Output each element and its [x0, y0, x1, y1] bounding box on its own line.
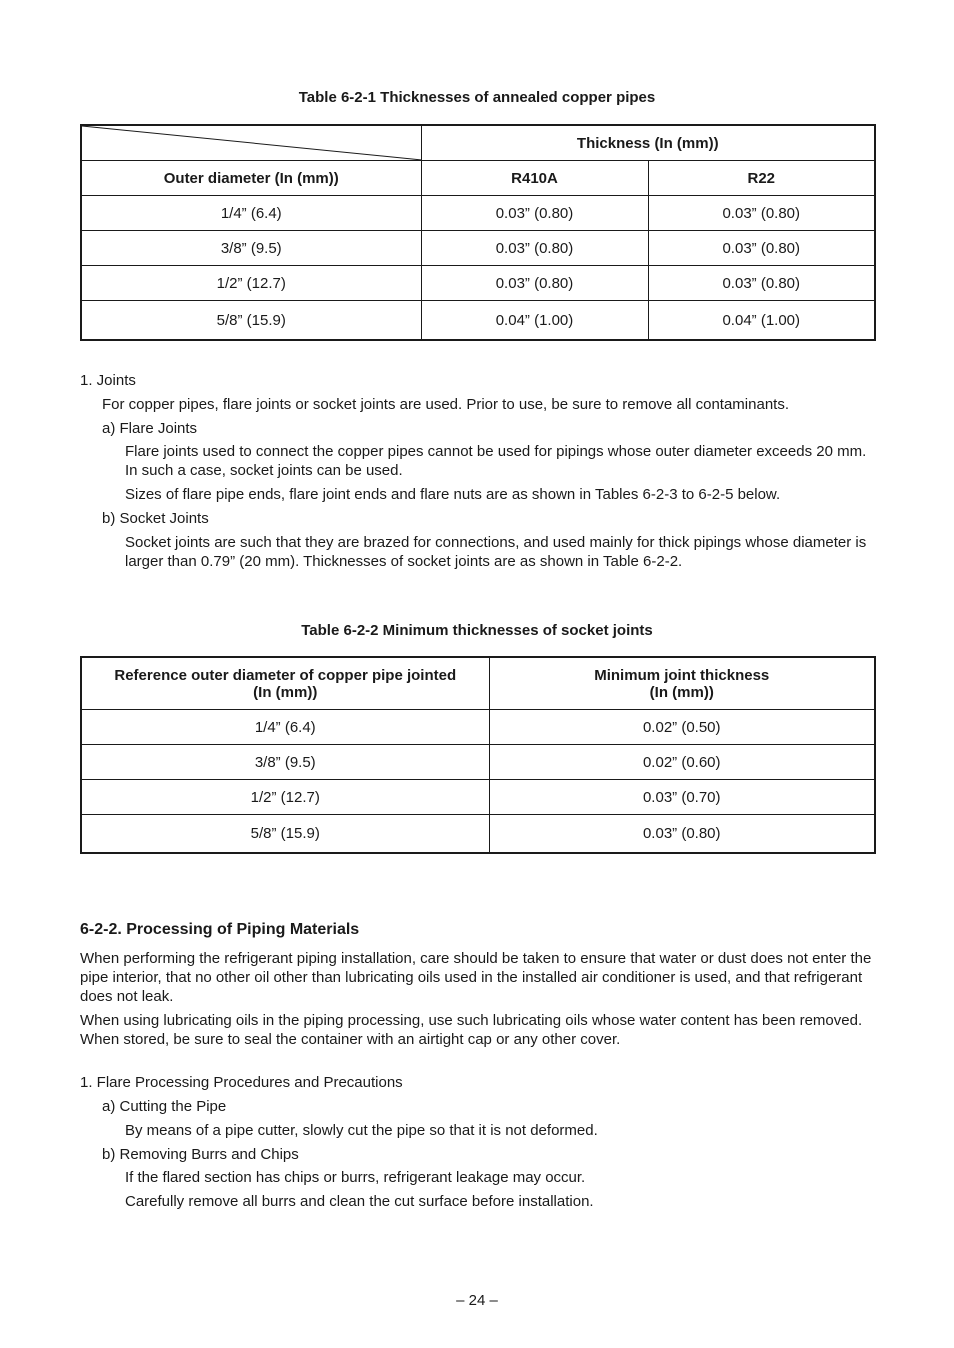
col-header-min-thickness [489, 657, 875, 710]
col-header-reference-diameter [81, 657, 489, 710]
flare-joints-text-2: Sizes of flare pipe ends, flare joint ends and flare nuts are as shown in Tables 6-2-3 to 6-2-5 below. [125, 486, 781, 503]
table1-caption: Table 6-2-1 Thicknesses of annealed copper pipes [298, 89, 656, 106]
table-row [81, 196, 875, 231]
cell: 1/4” (6.4) [81, 710, 489, 745]
cell: 0.02” (0.50) [489, 710, 875, 745]
col-header-r410a: R410A [421, 161, 648, 196]
diagonal-header-cell [81, 125, 421, 161]
table-row [81, 301, 875, 341]
cell: 1/2” (12.7) [81, 266, 421, 301]
socket-joints-title: b) Socket Joints [102, 510, 209, 527]
joints-item: 1. Joints [80, 372, 136, 389]
thickness-header: Thickness (In (mm)) [421, 125, 875, 161]
flare-joints-title: a) Flare Joints [102, 420, 198, 437]
flare-processing-item: 1. Flare Processing Procedures and Precautions [80, 1074, 403, 1091]
table-row [81, 231, 875, 266]
removing-burrs-text-2: Carefully remove all burrs and clean the cut surface before installation. [125, 1193, 594, 1210]
cell: 0.03” (0.80) [421, 196, 648, 231]
table-row [81, 745, 875, 780]
col-header-outer-diameter: Outer diameter (In (mm)) [81, 161, 421, 196]
cell: 0.03” (0.80) [421, 266, 648, 301]
joints-intro: For copper pipes, flare joints or socket joints are used. Prior to use, be sure to remove all contaminants. [102, 396, 789, 413]
section-para-2: When using lubricating oils in the piping processing, use such lubricating oils whose water content has been removed. When stored, be sure to seal the container with an airtight cap or any other cover. [80, 1012, 863, 1048]
cell: 0.03” (0.80) [421, 231, 648, 266]
diagonal-line [82, 126, 422, 160]
table-row [81, 710, 875, 745]
flare-joints-text-1: Flare joints used to connect the copper pipes cannot be used for pipings whose outer diameter exceeds 20 mm. In such a case, socket joints can be used. [125, 443, 867, 479]
header-line: (In (mm)) [649, 683, 714, 701]
removing-burrs-text-1: If the flared section has chips or burrs, refrigerant leakage may occur. [125, 1169, 586, 1186]
cell: 3/8” (9.5) [81, 745, 489, 780]
table-row [81, 815, 875, 854]
header-line: Reference outer diameter of copper pipe jointed [114, 666, 457, 684]
removing-burrs-title: b) Removing Burrs and Chips [102, 1146, 299, 1163]
cell: 0.03” (0.80) [489, 815, 875, 854]
copper-pipe-thickness-table [80, 124, 876, 341]
cell: 0.03” (0.80) [648, 266, 875, 301]
cell: 0.03” (0.80) [648, 231, 875, 266]
cell: 1/2” (12.7) [81, 780, 489, 815]
cell: 5/8” (15.9) [81, 815, 489, 854]
cell: 5/8” (15.9) [81, 301, 421, 341]
page-number: – 24 – [456, 1292, 498, 1309]
socket-joint-thickness-table [80, 656, 876, 854]
cell: 1/4” (6.4) [81, 196, 421, 231]
header-line: Minimum joint thickness [594, 666, 770, 684]
cutting-pipe-title: a) Cutting the Pipe [102, 1098, 227, 1115]
cell: 0.02” (0.60) [489, 745, 875, 780]
table2-caption: Table 6-2-2 Minimum thicknesses of socket joints [301, 622, 653, 639]
col-header-r22: R22 [648, 161, 875, 196]
table-row [81, 266, 875, 301]
cell: 0.04” (1.00) [648, 301, 875, 341]
cell: 0.03” (0.80) [648, 196, 875, 231]
header-line: (In (mm)) [253, 683, 318, 701]
cutting-pipe-text: By means of a pipe cutter, slowly cut the pipe so that it is not deformed. [125, 1122, 598, 1139]
section-heading: 6-2-2. Processing of Piping Materials [80, 921, 360, 938]
table-row [81, 780, 875, 815]
cell: 0.04” (1.00) [421, 301, 648, 341]
cell: 3/8” (9.5) [81, 231, 421, 266]
socket-joints-text: Socket joints are such that they are brazed for connections, and used mainly for thick pipings whose diameter is larger than 0.79” (20 mm). Thicknesses of socket joints are as shown in Table 6-2-2. [125, 534, 867, 570]
cell: 0.03” (0.70) [489, 780, 875, 815]
section-para-1: When performing the refrigerant piping installation, care should be taken to ensure that water or dust does not enter the pipe interior, that no other oil other than lubricating oils used in the installed air conditioner is used, and that refrigerant does not leak. [80, 950, 872, 1005]
